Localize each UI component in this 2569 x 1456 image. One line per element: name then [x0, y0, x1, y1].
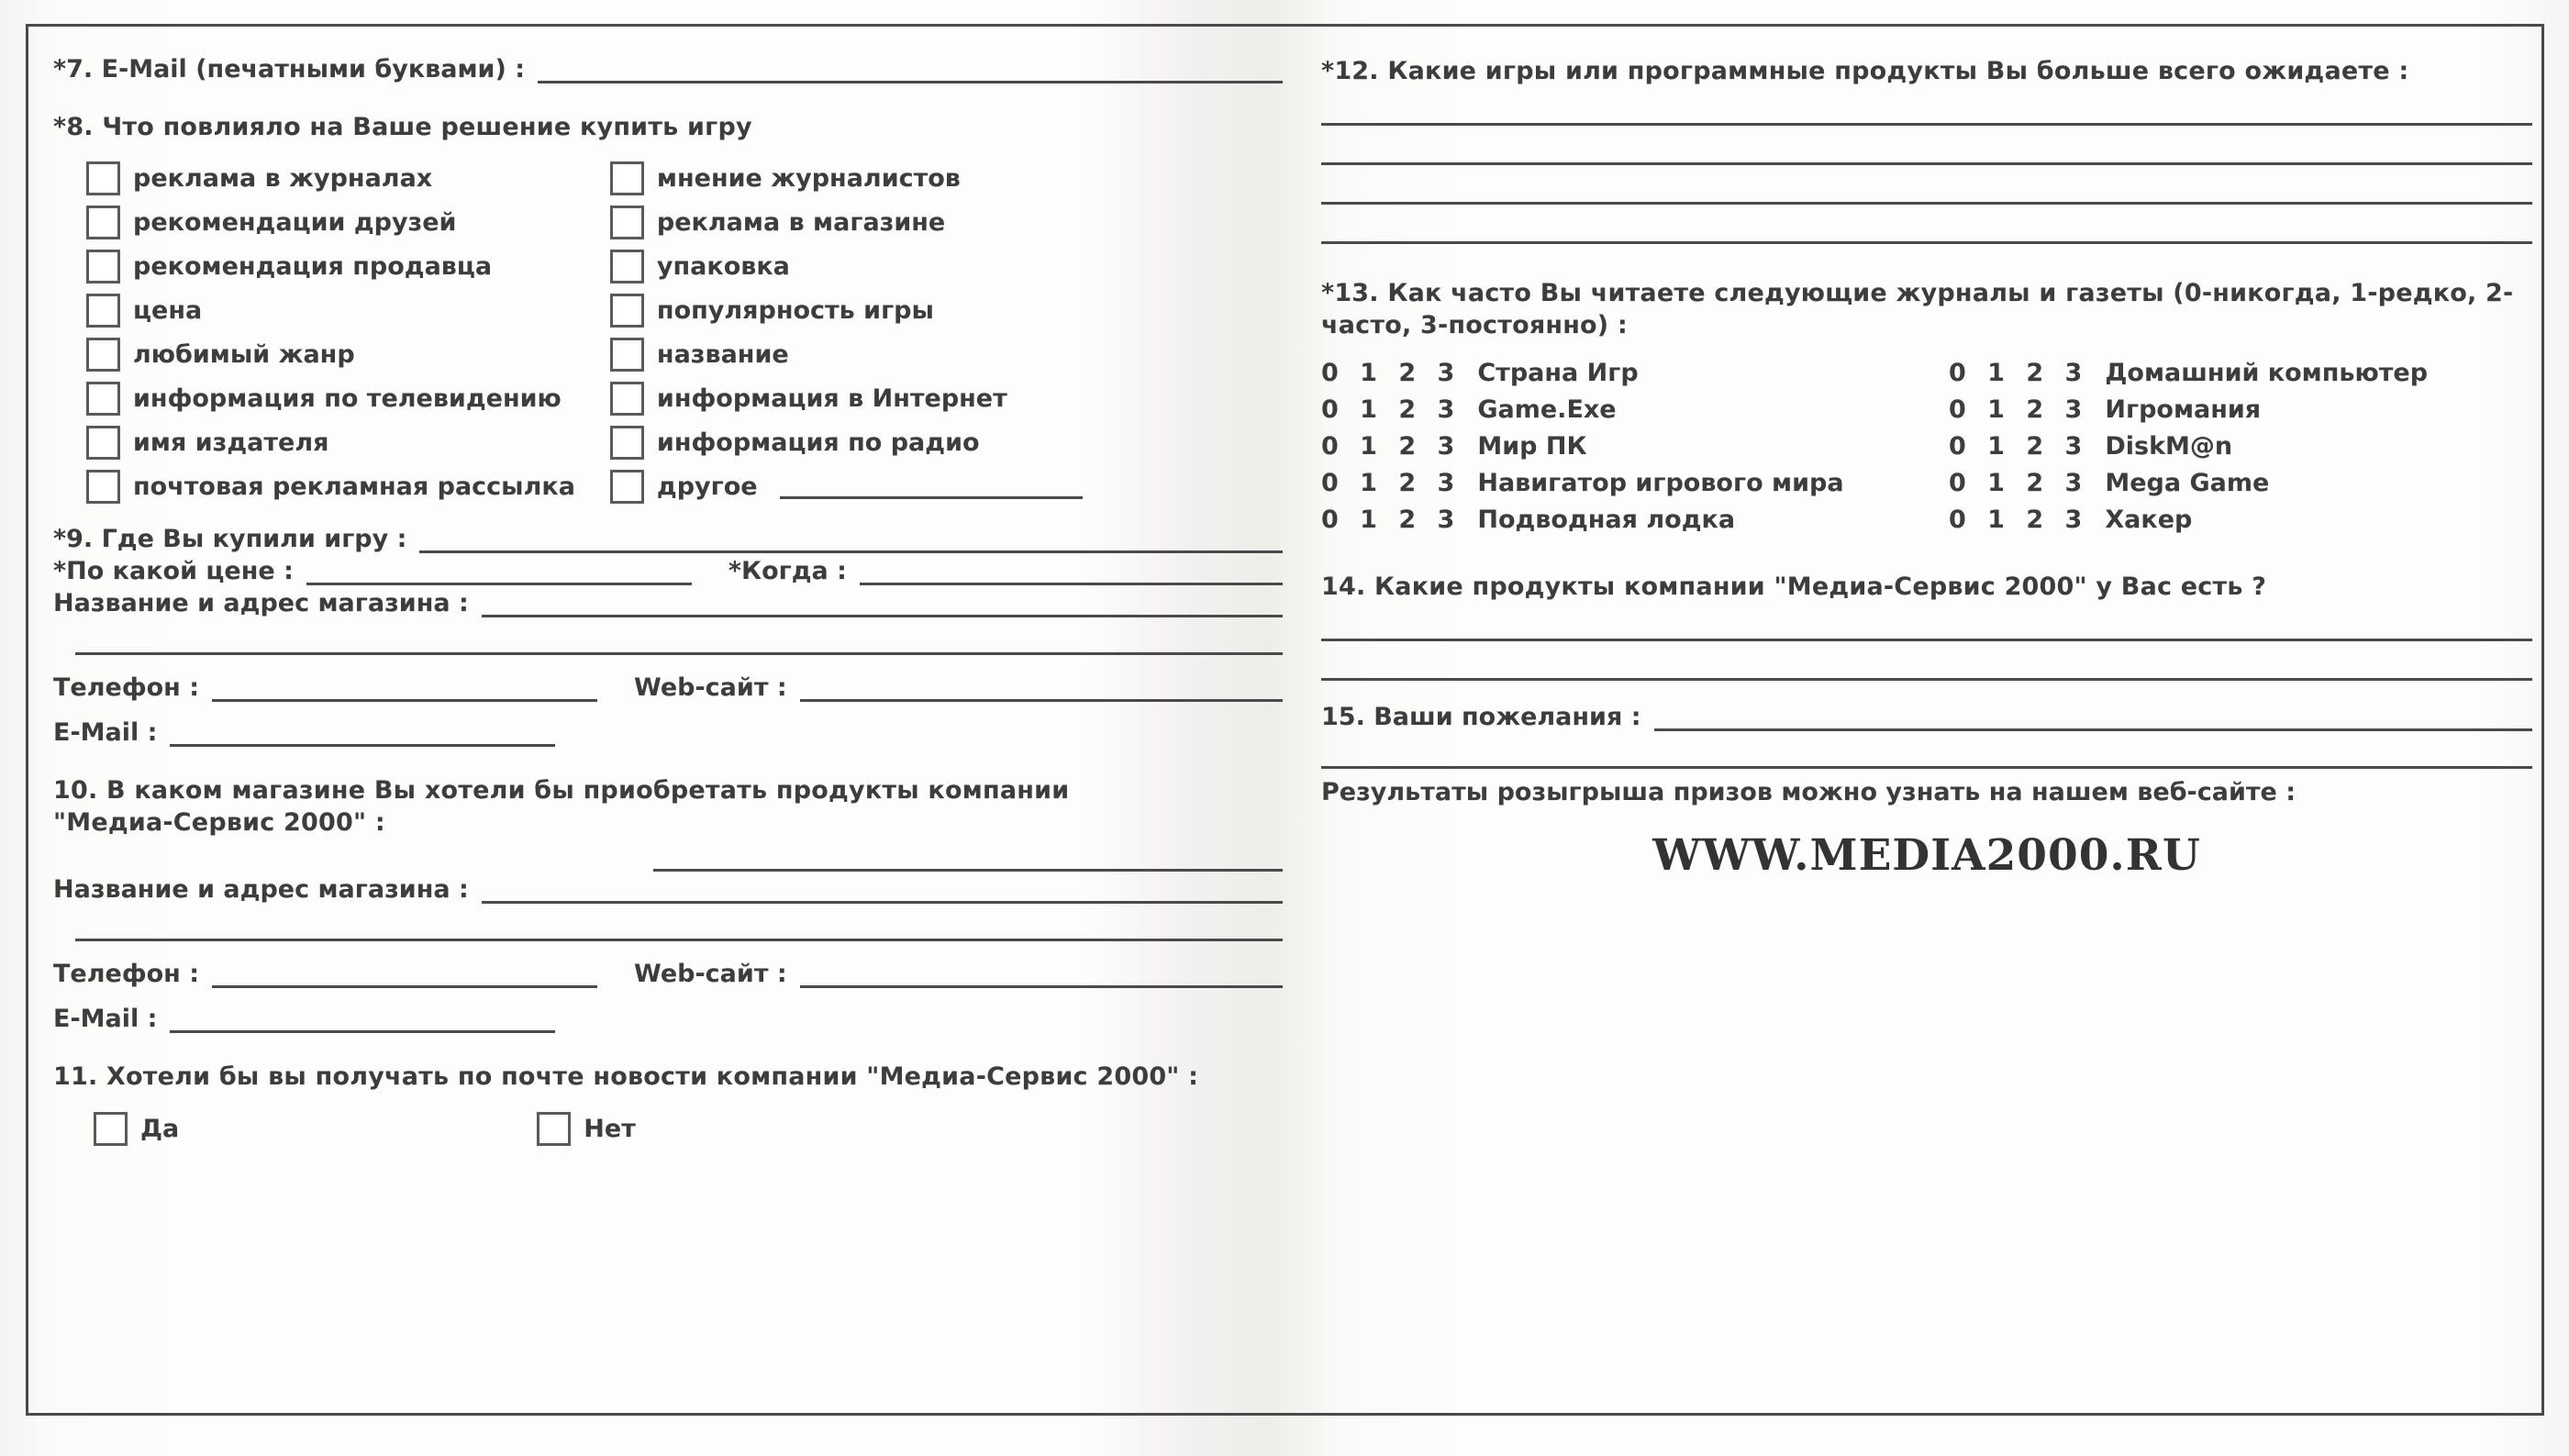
question-7-input[interactable]	[538, 57, 1283, 83]
checkbox-icon[interactable]	[610, 206, 644, 239]
checkbox-label: любимый жанр	[133, 339, 355, 369]
question-8-options-column-1	[86, 157, 575, 508]
magazine-name: Навигатор игрового мира	[1477, 468, 1844, 497]
magazine-name: Mega Game	[2105, 468, 2270, 497]
magazine-column-1	[1321, 359, 1890, 534]
checkbox-icon[interactable]	[610, 382, 644, 416]
question-11-label: 11. Хотели бы вы получать по почте новости компании "Медиа-Сервис 2000" :	[53, 1061, 1199, 1091]
magazine-row[interactable]	[1949, 432, 2518, 461]
checkbox-item[interactable]	[86, 377, 575, 420]
checkbox-label: информация в Интернет	[656, 383, 1007, 413]
question-9-input[interactable]	[419, 527, 1283, 553]
shop2-phone-web	[53, 960, 1283, 988]
question-9-shop	[53, 589, 1283, 617]
shop-address-input[interactable]	[482, 591, 1283, 617]
checkbox-icon[interactable]	[86, 250, 120, 283]
checkbox-icon[interactable]	[610, 250, 644, 283]
rating-scale[interactable]: 0 1 2 3	[1321, 505, 1462, 534]
question-12-label: *12. Какие игры или программные продукты Вы больше всего ожидаете :	[1321, 57, 2409, 85]
checkbox-item[interactable]	[86, 157, 575, 200]
checkbox-item[interactable]	[610, 245, 1083, 288]
question-14-label: 14. Какие продукты компании "Медиа-Сервис 2000" у Вас есть ?	[1321, 572, 2267, 601]
magazine-name: Игромания	[2105, 395, 2262, 424]
question-8-label: *8. Что повлияло на Ваше решение купить игру	[53, 113, 752, 141]
website-url: WWW.MEDIA2000.RU	[1652, 829, 2201, 881]
checkbox-icon[interactable]	[86, 426, 120, 460]
checkbox-icon[interactable]	[86, 382, 120, 416]
checkbox-label: имя издателя	[133, 428, 329, 457]
checkbox-label: цена	[133, 295, 203, 325]
shop-address-label: Название и адрес магазина :	[53, 588, 469, 617]
checkbox-item[interactable]	[610, 377, 1083, 420]
question-10-input[interactable]	[653, 845, 1283, 872]
checkbox-label: информация по телевидению	[133, 383, 562, 413]
checkbox-item[interactable]	[86, 245, 575, 288]
rating-scale[interactable]: 0 1 2 3	[1321, 468, 1462, 497]
checkbox-label: информация по радио	[656, 428, 980, 457]
option-no[interactable]	[537, 1112, 636, 1146]
page-border-right	[2541, 24, 2544, 1416]
question-12-input-line-4[interactable]	[1321, 214, 2532, 244]
question-12-input-line-1[interactable]	[1321, 95, 2532, 126]
price-label: *По какой цене :	[53, 556, 294, 585]
web-label-2: Web-сайт :	[634, 959, 787, 988]
shop-address-2-line2[interactable]	[75, 913, 1283, 941]
rating-scale[interactable]: 0 1 2 3	[1949, 431, 2089, 461]
magazine-name: Мир ПК	[1477, 431, 1587, 461]
phone-input[interactable]	[212, 675, 597, 702]
question-12-input-line-2[interactable]	[1321, 135, 2532, 165]
checkbox-icon[interactable]	[86, 161, 120, 195]
checkbox-item[interactable]	[610, 201, 1083, 244]
magazine-name: Домашний компьютер	[2105, 358, 2429, 387]
email-label-2: E-Mail :	[53, 1004, 158, 1033]
question-14-input-line-1[interactable]	[1321, 611, 2532, 641]
shop-phone-web	[53, 673, 1283, 702]
magazine-column-2	[1949, 359, 2518, 534]
page-border-bottom	[26, 1413, 2544, 1416]
question-10-input-row	[53, 845, 1283, 872]
shop-address-input-2[interactable]	[482, 877, 1283, 904]
question-9	[53, 525, 1283, 553]
phone-label-2: Телефон :	[53, 959, 200, 988]
checkbox-icon[interactable]	[610, 470, 644, 504]
rating-scale[interactable]: 0 1 2 3	[1949, 505, 2089, 534]
question-7	[53, 55, 1283, 83]
web-input[interactable]	[800, 675, 1283, 702]
shop-address-label-2: Название и адрес магазина :	[53, 874, 469, 904]
checkbox-icon[interactable]	[86, 470, 120, 504]
checkbox-icon[interactable]	[610, 338, 644, 372]
question-11-options	[94, 1112, 1283, 1146]
checkbox-item[interactable]	[86, 465, 575, 508]
magazine-row[interactable]	[1321, 506, 1890, 534]
rating-scale[interactable]: 0 1 2 3	[1949, 468, 2089, 497]
magazine-row[interactable]	[1321, 395, 1890, 424]
magazine-row[interactable]	[1949, 506, 2518, 534]
question-7-label: *7. E-Mail (печатными буквами) :	[53, 55, 525, 83]
checkbox-label: рекомендация продавца	[133, 251, 493, 281]
email-input-2[interactable]	[170, 1006, 555, 1033]
question-14-input-line-2[interactable]	[1321, 650, 2532, 681]
magazine-row[interactable]	[1321, 469, 1890, 497]
checkbox-item[interactable]	[610, 157, 1083, 200]
rating-scale[interactable]: 0 1 2 3	[1321, 431, 1462, 461]
page-border-top	[26, 24, 2544, 27]
prize-note: Результаты розыгрыша призов можно узнать на нашем веб-сайте :	[1321, 777, 2297, 806]
phone-input-2[interactable]	[212, 961, 597, 988]
checkbox-item[interactable]	[86, 333, 575, 376]
question-10-shop	[53, 875, 1283, 904]
question-15-label: 15. Ваши пожелания :	[1321, 702, 1641, 731]
checkbox-item-other[interactable]	[610, 465, 1083, 508]
magazine-name: Game.Exe	[1477, 395, 1617, 424]
when-label: *Когда :	[728, 556, 847, 585]
checkbox-item[interactable]	[86, 201, 575, 244]
question-8-options	[86, 157, 1283, 508]
rating-scale[interactable]: 0 1 2 3	[1949, 395, 2089, 424]
magazine-name: Подводная лодка	[1477, 505, 1736, 534]
question-9-price-when	[53, 557, 1283, 585]
shop2-email	[53, 1005, 1283, 1033]
shop-email	[53, 718, 1283, 747]
checkbox-label: рекомендации друзей	[133, 207, 457, 237]
web-label: Web-сайт :	[634, 672, 787, 702]
question-15	[1321, 703, 2532, 731]
checkbox-label: реклама в журналах	[133, 163, 433, 193]
checkbox-item[interactable]	[610, 289, 1083, 332]
checkbox-item[interactable]	[86, 289, 575, 332]
web-input-2[interactable]	[800, 961, 1283, 988]
question-10-label: 10. В каком магазине Вы хотели бы приобретать продукты компании "Медиа-Сервис 2000" :	[53, 775, 1070, 838]
checkbox-item[interactable]	[610, 333, 1083, 376]
checkbox-item[interactable]	[86, 421, 575, 464]
checkbox-label: другое	[656, 472, 758, 501]
email-label: E-Mail :	[53, 717, 158, 747]
checkbox-icon[interactable]	[86, 294, 120, 328]
checkbox-icon[interactable]	[537, 1112, 571, 1146]
checkbox-icon[interactable]	[610, 426, 644, 460]
checkbox-icon[interactable]	[610, 161, 644, 195]
option-no-label: Нет	[584, 1114, 636, 1143]
checkbox-label: реклама в магазине	[656, 207, 946, 237]
checkbox-label: название	[656, 339, 789, 369]
when-input[interactable]	[860, 559, 1283, 585]
question-13-label: *13. Как часто Вы читаете следующие журналы и газеты (0-никогда, 1-редко, 2-часто, 3-постоянно) :	[1321, 278, 2514, 340]
rating-scale[interactable]: 0 1 2 3	[1321, 358, 1462, 387]
right-column	[1321, 55, 2532, 881]
magazine-row[interactable]	[1949, 395, 2518, 424]
question-8-options-column-2	[610, 157, 1083, 508]
question-13-magazines	[1321, 359, 2532, 534]
checkbox-label: мнение журналистов	[656, 163, 961, 193]
checkbox-item[interactable]	[610, 421, 1083, 464]
phone-label: Телефон :	[53, 672, 200, 702]
rating-scale[interactable]: 0 1 2 3	[1949, 358, 2089, 387]
checkbox-icon[interactable]	[86, 206, 120, 239]
magazine-row[interactable]	[1949, 469, 2518, 497]
page-border-left	[26, 24, 28, 1416]
checkbox-label: популярность игры	[656, 295, 934, 325]
question-9-label: *9. Где Вы купили игру :	[53, 524, 407, 553]
left-column	[53, 55, 1283, 1146]
checkbox-label: упаковка	[656, 251, 790, 281]
shop-address-input-line2[interactable]	[75, 627, 1283, 655]
question-12-input-line-3[interactable]	[1321, 174, 2532, 205]
option-yes[interactable]	[94, 1112, 179, 1146]
checkbox-label: почтовая рекламная рассылка	[133, 472, 575, 501]
magazine-name: Хакер	[2105, 505, 2193, 534]
checkbox-icon[interactable]	[610, 294, 644, 328]
magazine-row[interactable]	[1321, 359, 1890, 387]
question-15-input-line-2[interactable]	[1321, 739, 2532, 769]
checkbox-icon[interactable]	[86, 338, 120, 372]
magazine-row[interactable]	[1949, 359, 2518, 387]
other-option-input[interactable]	[780, 474, 1083, 499]
magazine-name: DiskM@n	[2105, 431, 2233, 461]
email-input[interactable]	[170, 720, 555, 747]
option-yes-label: Да	[140, 1114, 180, 1143]
question-15-input[interactable]	[1654, 705, 2532, 731]
magazine-row[interactable]	[1321, 432, 1890, 461]
magazine-name: Страна Игр	[1477, 358, 1639, 387]
checkbox-icon[interactable]	[94, 1112, 128, 1146]
rating-scale[interactable]: 0 1 2 3	[1321, 395, 1462, 424]
price-input[interactable]	[306, 559, 692, 585]
